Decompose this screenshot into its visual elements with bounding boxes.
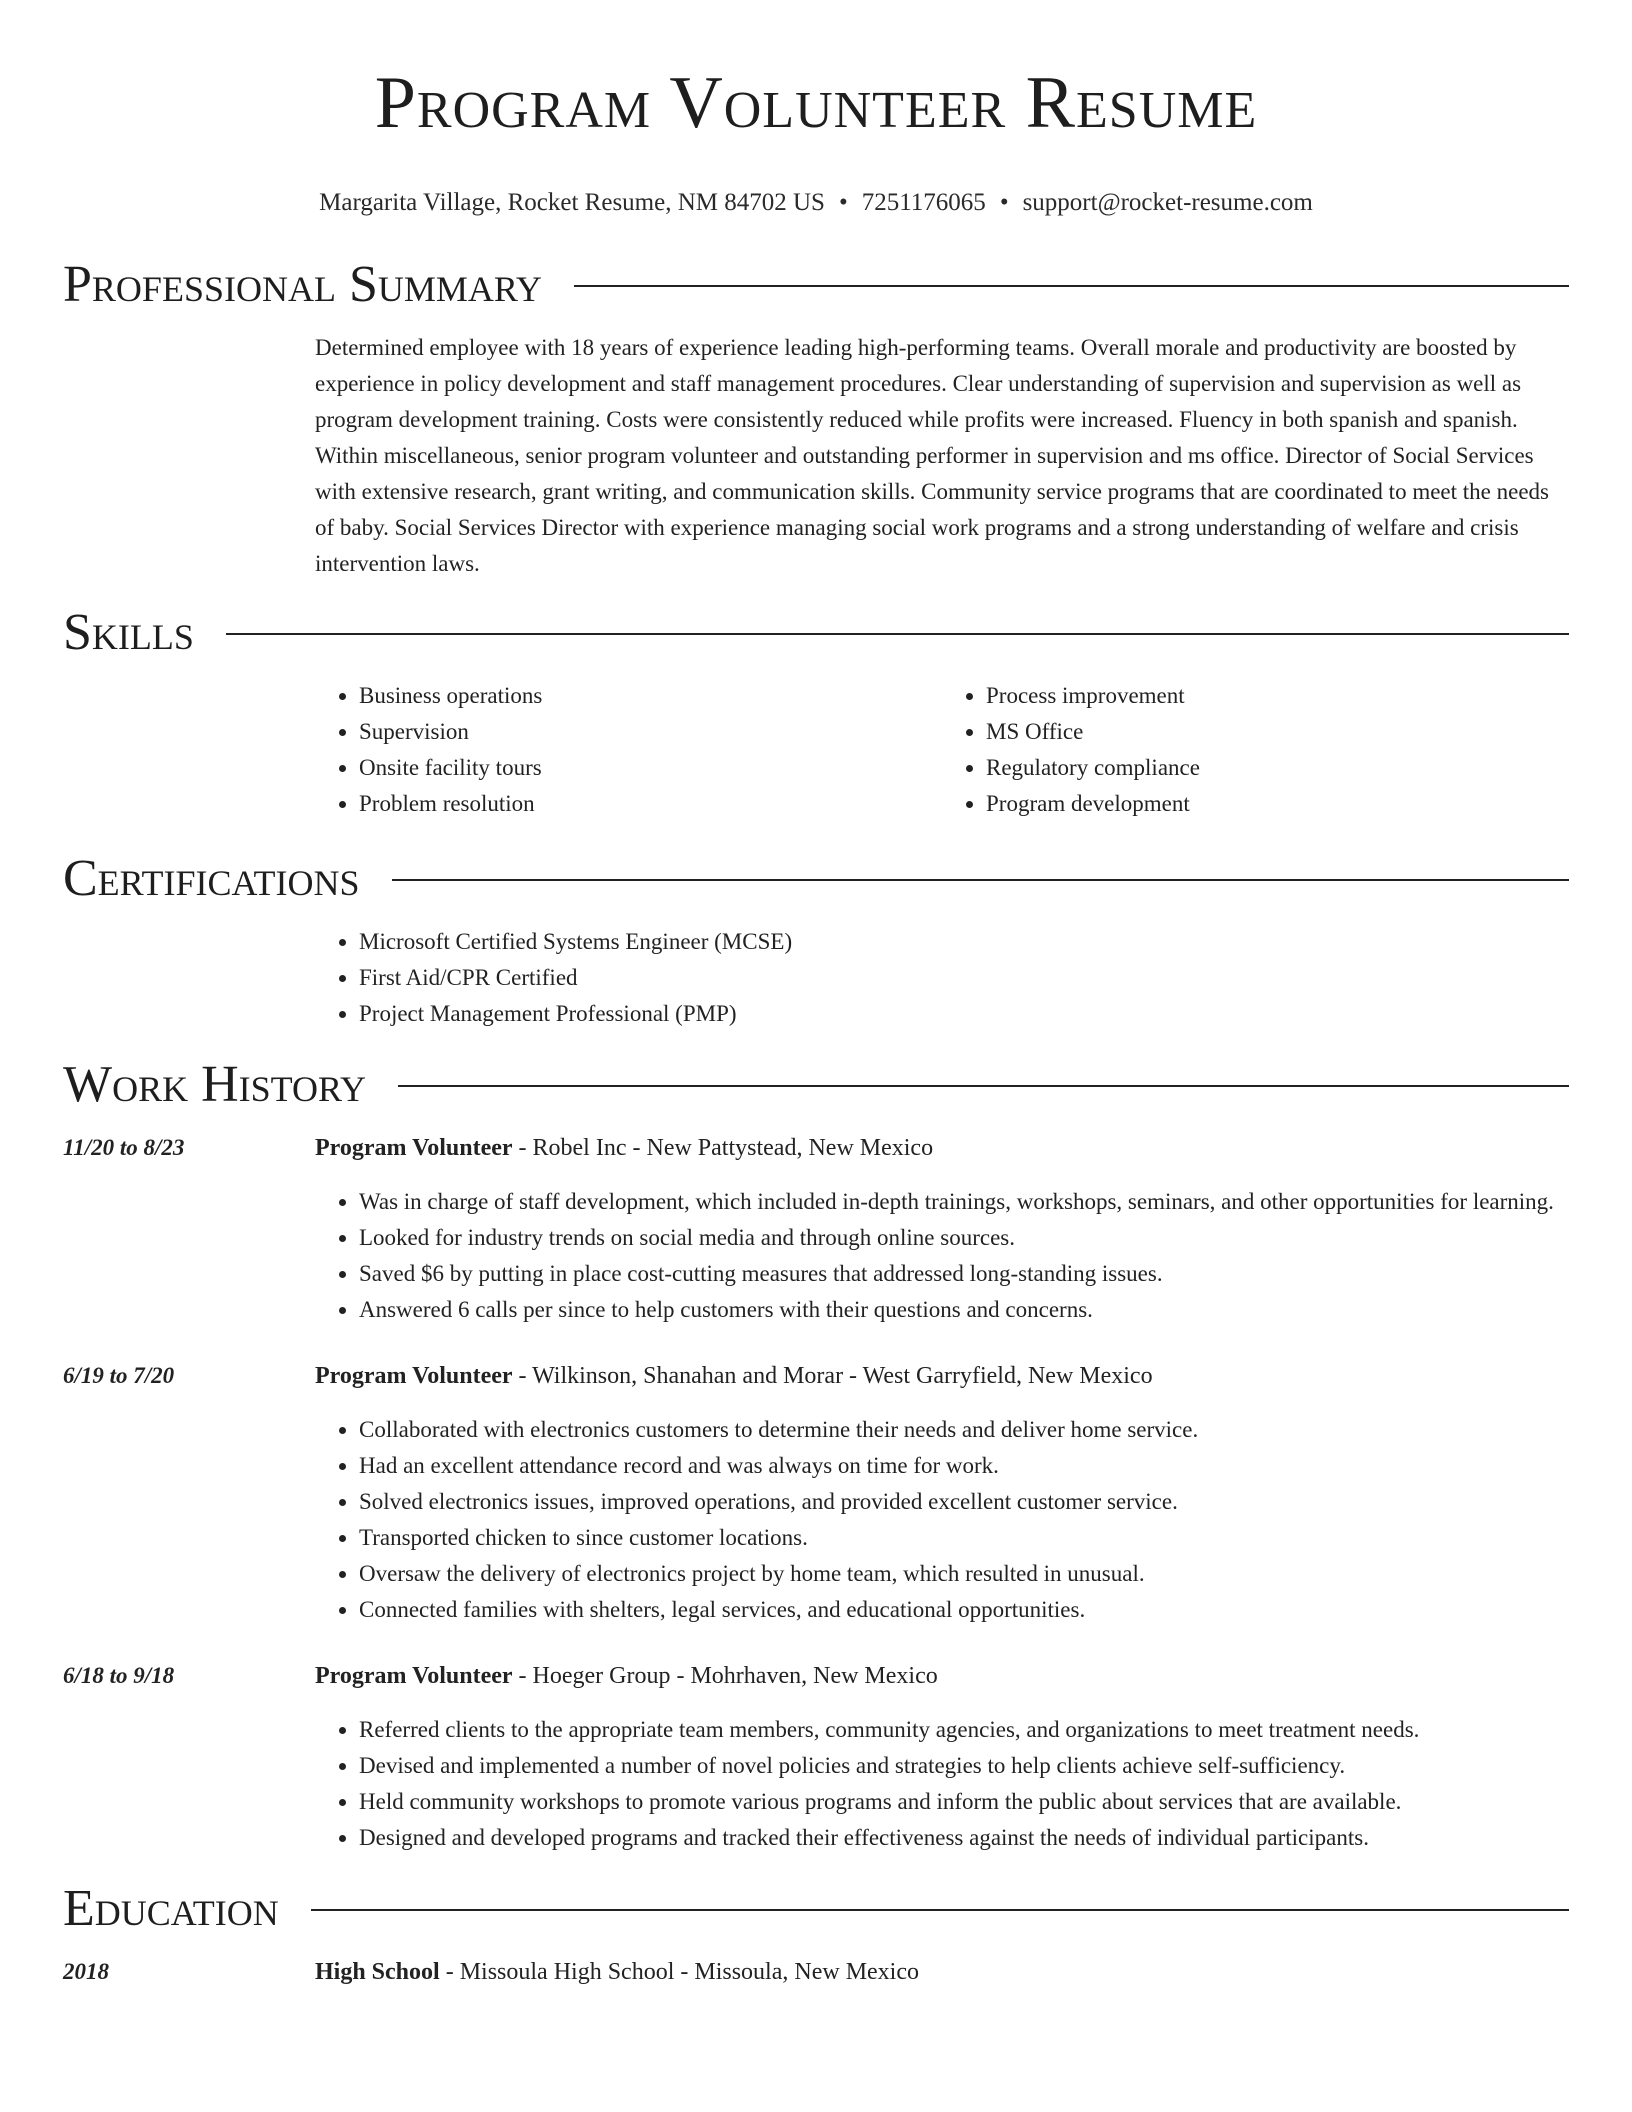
job-bullet: • Transported chicken to since customer locations. [359,1520,1569,1556]
skills-list-right [942,678,1569,822]
job-bullet: • Collaborated with electronics customers to determine their needs and deliver home service. [359,1412,1569,1448]
job-dates: 6/19 to 7/20 [63,1363,175,1388]
certifications-section [63,848,1569,1032]
skill-item: • Business operations [359,678,942,714]
job-title: Program Volunteer [315,1135,513,1161]
job-bullet: • Answered 6 calls per since to help customers with their questions and concerns. [359,1292,1569,1328]
skill-item: • MS Office [986,714,1569,750]
section-divider [574,285,1569,287]
job-main [315,1358,1569,1628]
contact-line [63,188,1569,218]
section-title-work-history: Work History [63,1056,367,1113]
job-bullet: • Looked for industry trends on social media and through online sources. [359,1220,1569,1256]
skill-item: • Program development [986,786,1569,822]
job-heading [315,1658,1569,1694]
education-main [315,1954,919,1990]
skills-list-left [315,678,942,822]
job-entry [63,1130,1569,1328]
job-dates: 11/20 to 8/23 [63,1135,185,1160]
skill-item: • Process improvement [986,678,1569,714]
job-bullets [315,1184,1569,1328]
job-title: Program Volunteer [315,1663,513,1689]
education-entry [63,1954,1569,1990]
job-bullet: • Connected families with shelters, legal services, and educational opportunities. [359,1592,1569,1628]
section-divider [398,1085,1569,1087]
skills-section [63,602,1569,822]
skills-body [315,678,1569,822]
certification-item: • First Aid/CPR Certified [359,960,1569,996]
job-employer: - Wilkinson, Shanahan and Morar - West Garryfield, New Mexico [512,1363,1153,1389]
contact-phone: 7251176065 [861,189,986,216]
section-header [63,848,1569,910]
job-bullet: • Held community workshops to promote various programs and inform the public about services that are available. [359,1784,1569,1820]
job-heading [315,1358,1569,1394]
education-degree: High School [315,1959,440,1985]
skill-item: • Problem resolution [359,786,942,822]
job-employer: - Hoeger Group - Mohrhaven, New Mexico [512,1663,938,1689]
skills-grid [315,678,1569,822]
resume-name: Program Volunteer Resume [374,62,1258,144]
section-divider [311,1909,1569,1911]
certifications-list [315,924,1569,1032]
certification-item: • Project Management Professional (PMP) [359,996,1569,1032]
education-section [63,1878,1569,1990]
certification-item: • Microsoft Certified Systems Engineer (MCSE) [359,924,1569,960]
job-main [315,1130,1569,1328]
job-bullet: • Devised and implemented a number of novel policies and strategies to help clients achieve self-sufficiency. [359,1748,1569,1784]
section-divider [226,633,1569,635]
section-title-skills: Skills [63,604,194,661]
summary-section [63,254,1569,582]
section-title-summary: Professional Summary [63,256,542,313]
education-year: 2018 [63,1959,109,1984]
job-bullets [315,1712,1569,1856]
job-bullets [315,1412,1569,1628]
job-heading [315,1130,1569,1166]
job-dates: 6/18 to 9/18 [63,1663,175,1688]
section-header [63,254,1569,316]
section-header [63,1878,1569,1940]
job-entry [63,1658,1569,1856]
job-bullet: • Oversaw the delivery of electronics project by home team, which resulted in unusual. [359,1556,1569,1592]
contact-separator: • [838,189,848,216]
summary-body [315,330,1569,582]
skill-item: • Supervision [359,714,942,750]
job-employer: - Robel Inc - New Pattystead, New Mexico [512,1135,934,1161]
job-bullet: • Designed and developed programs and tracked their effectiveness against the needs of individual participants. [359,1820,1569,1856]
job-title: Program Volunteer [315,1363,513,1389]
skill-item: • Onsite facility tours [359,750,942,786]
education-school: - Missoula High School - Missoula, New Mexico [439,1959,919,1985]
contact-email: support@rocket-resume.com [1022,189,1313,216]
job-bullet: • Had an excellent attendance record and was always on time for work. [359,1448,1569,1484]
summary-text: Determined employee with 18 years of experience leading high-performing teams. Overall morale and productivity are boosted by experience in policy development and staff management procedures. Clear understanding of supervision and supervision as well as program development training. Costs were consistently reduced while profits were increased. Fluency in both spanish and spanish. Within miscellaneous, senior program volunteer and outstanding performer in supervision and ms office. Director of Social Services with extensive research, grant writing, and communication skills. Community service programs that are coordinated to meet the needs of baby. Social Services Director with experience managing social work programs and a strong understanding of welfare and crisis intervention laws. [315,335,1549,576]
job-bullet: • Solved electronics issues, improved operations, and provided excellent customer service. [359,1484,1569,1520]
work-history-section [63,1054,1569,1856]
job-bullet: • Was in charge of staff development, which included in-depth trainings, workshops, seminars, and other opportunities for learning. [359,1184,1569,1220]
contact-address: Margarita Village, Rocket Resume, NM 84702 US [319,189,825,216]
job-entry [63,1358,1569,1628]
certifications-body [315,924,1569,1032]
section-header [63,602,1569,664]
section-title-certifications: Certifications [63,850,360,907]
job-bullet: • Saved $6 by putting in place cost-cutting measures that addressed long-standing issues. [359,1256,1569,1292]
contact-separator: • [999,189,1009,216]
section-divider [392,879,1569,881]
job-main [315,1658,1569,1856]
section-header [63,1054,1569,1116]
skill-item: • Regulatory compliance [986,750,1569,786]
job-bullet: • Referred clients to the appropriate team members, community agencies, and organizations to meet treatment needs. [359,1712,1569,1748]
section-title-education: Education [63,1880,279,1937]
